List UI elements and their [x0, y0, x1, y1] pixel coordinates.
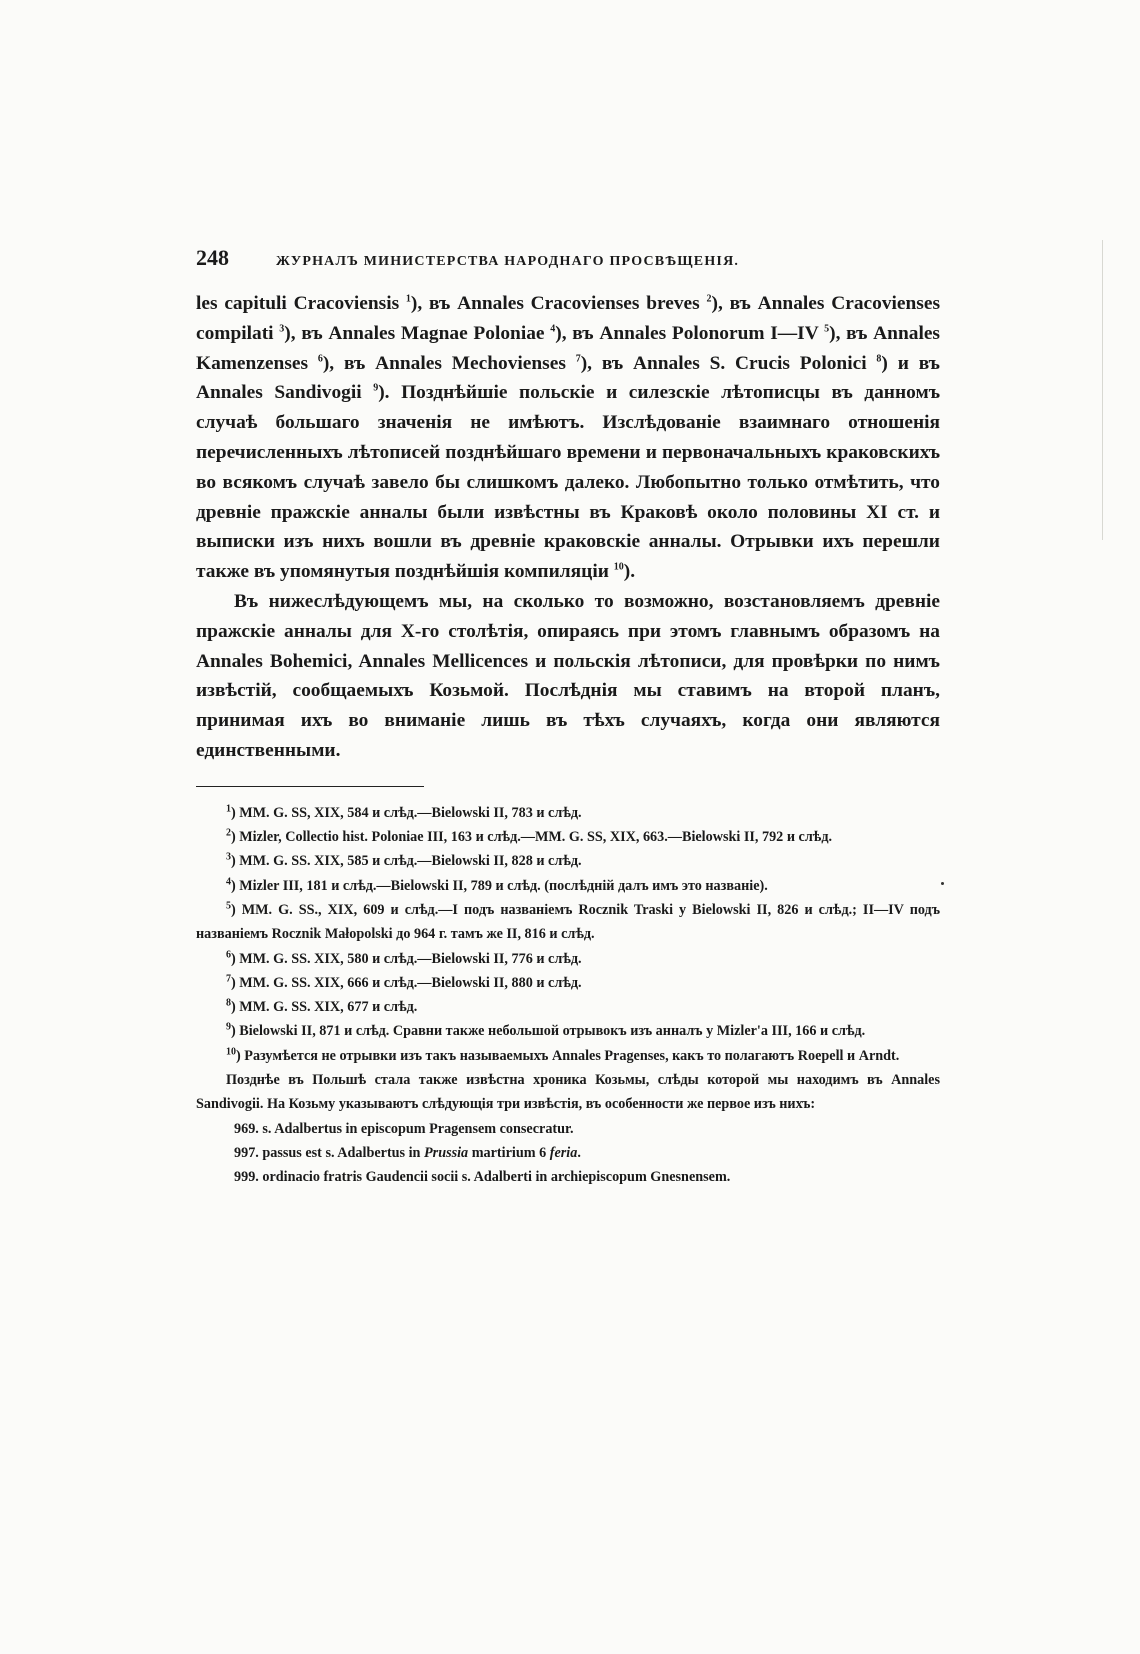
footnote-text: ) MM. G. SS, XIX, 584 и слѣд.—Bielowski II, 783 и слѣд.	[231, 804, 582, 821]
footnote-separator	[196, 786, 424, 787]
footnote-text: ) MM. G. SS., XIX, 609 и слѣд.—I подъ названіемъ Rocznik Traski у Bielowski II, 826 и слѣд.; II—IV подъ названіемъ Rocznik Małopolski до 964 г. тамъ же II, 816 и слѣд.	[196, 901, 940, 943]
text-run: martirium 6	[468, 1144, 550, 1161]
footnote-ref: 2	[706, 293, 712, 305]
footnote-text: ) MM. G. SS. XIX, 585 и слѣд.—Bielowski II, 828 и слѣд.	[231, 853, 582, 870]
footnote-number: 6	[226, 948, 231, 960]
footnote	[196, 1044, 940, 1068]
footnote-text: ) Mizler III, 181 и слѣд.—Bielowski II, 789 и слѣд. (послѣдній далъ имъ это названіе).	[231, 877, 768, 894]
footnote	[196, 995, 940, 1019]
text-run: ), въ Annales Mechovienses	[322, 352, 576, 374]
footnote-ref: 8	[876, 353, 882, 365]
text-run: s. Adalbertus in episcopum Pragensem consecratur.	[258, 1120, 574, 1137]
text-run: .	[577, 1144, 581, 1161]
footnote	[196, 825, 940, 849]
italic-text: feria	[549, 1144, 578, 1161]
footnote-number: 3	[226, 851, 231, 863]
footnote-ref: 3	[279, 323, 285, 335]
annal-entry	[196, 1165, 940, 1189]
footnote-number: 5	[226, 900, 231, 912]
text-run: ).	[623, 561, 636, 583]
italic-text: Prussia	[424, 1144, 469, 1161]
footnote-ref: 7	[575, 353, 581, 365]
footnote-number: 9	[226, 1021, 231, 1033]
footnote-ref: 4	[550, 323, 556, 335]
footnote-ref: 10	[613, 561, 624, 573]
footnote	[196, 947, 940, 971]
footnote-continuation: Позднѣе въ Польшѣ стала также извѣстна хроника Козьмы, слѣды которой мы находимъ въ Annales Sandivogii. На Козьму указываютъ слѣдующія три извѣстія, въ особенности же первое изъ нихъ:	[196, 1072, 940, 1113]
footnote	[196, 898, 940, 947]
annal-year: 969.	[234, 1120, 259, 1137]
footnote-text: ) Разумѣется не отрывки изъ такъ называемыхъ Annales Pragenses, какъ то полагаютъ Roepell и Arndt.	[236, 1047, 900, 1064]
footnote-ref: 6	[317, 353, 323, 365]
text-run: ), въ Annales Cracovienses compilati	[196, 293, 940, 344]
footnote-text: ) Bielowski II, 871 и слѣд. Сравни также небольшой отрывокъ изъ анналъ у Mizler'a III, 166 и слѣд.	[231, 1023, 866, 1040]
footnote	[196, 801, 940, 825]
ink-speck	[941, 882, 944, 885]
main-text	[196, 289, 940, 766]
footnote-text: ) MM. G. SS. XIX, 677 и слѣд.	[231, 999, 418, 1016]
paragraph	[196, 289, 940, 587]
footnote-text: ) Mizler, Collectio hist. Poloniae III, 163 и слѣд.—MM. G. SS, XIX, 663.—Bielowski II, 792 и слѣд.	[231, 829, 833, 846]
page-number: 248	[196, 245, 229, 270]
page-header	[196, 245, 940, 279]
footnote	[196, 1019, 940, 1043]
annal-entry	[196, 1117, 940, 1141]
annal-entry	[196, 1141, 940, 1165]
text-run: ), въ Annales Magnae Poloniae	[284, 322, 551, 344]
text-run: ), въ Annales Kamenzenses	[196, 322, 940, 374]
footnote-number: 4	[226, 875, 231, 887]
footnote-number: 8	[226, 997, 231, 1009]
footnote-text: ) MM. G. SS. XIX, 666 и слѣд.—Bielowski II, 880 и слѣд.	[231, 974, 582, 991]
footnote-ref: 1	[405, 293, 411, 305]
document-page	[196, 245, 940, 1190]
text-run: Въ нижеслѣдующемъ мы, на сколько то возможно, возстановляемъ древніе пражскіе анналы для X-го столѣтія, опираясь при этомъ главнымъ образомъ на Annales Bohemici, Annales Mellicences и польскія лѣтописи, для провѣрки по нимъ извѣстій, сообщаемыхъ Козьмой. Послѣднія мы ставимъ на второй планъ, принимая ихъ во вниманіе лишь въ тѣхъ случаяхъ, когда они являются единственными.	[196, 590, 940, 761]
footnote-text: ) MM. G. SS. XIX, 580 и слѣд.—Bielowski II, 776 и слѣд.	[231, 950, 582, 967]
footnote-number: 2	[226, 827, 231, 839]
text-run: ), въ Annales Cracovienses breves	[410, 293, 707, 314]
annal-year: 997.	[234, 1144, 259, 1161]
footnote-ref: 5	[824, 323, 830, 335]
footnote	[196, 971, 940, 995]
text-run: passus est s. Adalbertus in	[258, 1144, 424, 1161]
text-run: les capituli Cracoviensis	[196, 293, 406, 314]
annal-year: 999.	[234, 1169, 259, 1186]
footnote-ref: 9	[373, 382, 379, 394]
footnotes	[196, 801, 940, 1190]
footnote	[196, 874, 940, 898]
paragraph	[196, 587, 940, 766]
text-run: ordinacio fratris Gaudencii socii s. Adalberti in archiepiscopum Gnesnensem.	[258, 1169, 731, 1186]
text-run: ), въ Annales S. Crucis Polonici	[580, 352, 877, 374]
scan-edge-line	[1102, 240, 1103, 540]
text-run: ) и въ Annales Sandivogii	[196, 352, 940, 404]
footnote-number: 1	[226, 803, 231, 815]
text-run: ), въ Annales Polonorum I—IV	[555, 322, 825, 344]
footnote-number: 7	[226, 973, 231, 985]
text-run: ). Позднѣйшіе польскіе и силезскіе лѣтописцы въ данномъ случаѣ большаго значенія не имѣютъ. Изслѣдованіе взаимнаго отношенія перечисленныхъ лѣтописей позднѣйшаго времени и первоначальныхъ краковскихъ во всякомъ случаѣ завело бы слишкомъ далеко. Любопытно только отмѣтить, что древніе пражскіе анналы были извѣстны въ Краковѣ около половины XI ст. и выписки изъ нихъ вошли въ древніе краковскіе анналы. Отрывки ихъ перешли также въ упомянутыя позднѣйшія компиляціи	[196, 382, 940, 583]
footnote	[196, 849, 940, 873]
running-title: ЖУРНАЛЪ МИНИСТЕРСТВА НАРОДНАГО ПРОСВѢЩЕНІЯ.	[276, 254, 740, 269]
footnote-number: 10	[226, 1045, 236, 1057]
